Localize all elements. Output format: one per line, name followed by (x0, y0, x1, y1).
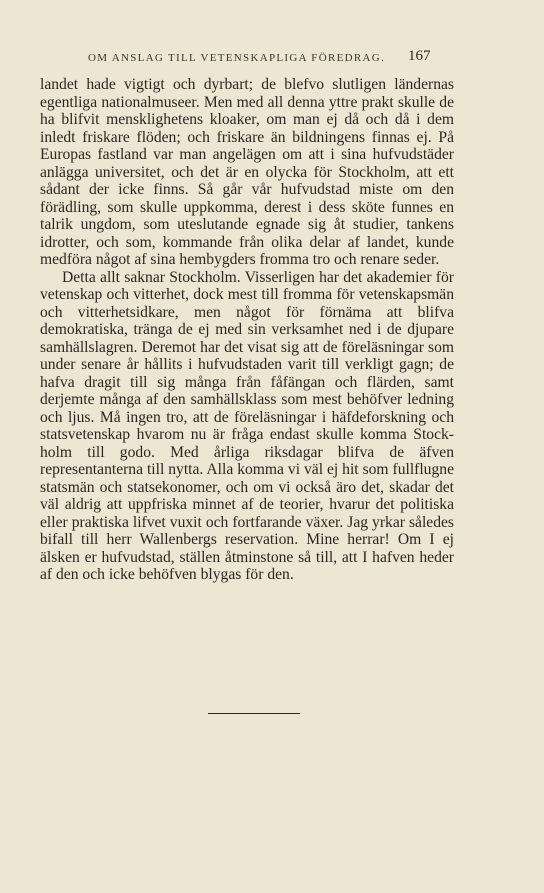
body-text (40, 76, 454, 584)
paragraph-2: Detta allt saknar Stockholm. Visserligen har det akademier för vetenskap och vitterhet, dock mest till fromma för vetenskapsmän och vitterhetsidkare, men något för förnäma att blifva demokratiska, tränga de ej med sin verksamhet ned i de djupare samhällslagren. Deremot har det visat sig att de föreläsningar som under senare år hållits i hufvudstaden varit till verkligt gagn; de hafva dragit till sig många från fåfängan och flärden, samt derjemte många af den samhällsklass som mest behöfver ledning och ljus. Må ingen tro, att de föreläsningar i häfdeforskning och statsvetenskap hvarom nu är fråga endast skulle komma Stockholm till godo. Med årliga riksdagar blifva de äfven representanterna till nytta. Alla komma vi väl ej hit som fullflugne statsmän och statsekonomer, och om vi också äro det, skadar det väl aldrig att uppfriska minnet af de teorier, hvarur det politiska eller praktiska lifvet vuxit och fortfarande växer. Jag yrkar således bifall till herr Wallenbergs reservation. Mine herrar! Om I ej älsken er hufvudstad, ställen åtminstone så till, att I hafven heder af den och icke behöfven blygas för den. (40, 268, 454, 583)
paragraph-1: landet hade vigtigt och dyrbart; de blefvo slutligen ländernas egentliga nationalmuseer. Men med all denna yttre prakt skulle de ha blifvit mensklighetens kloaker, om man ej då och då i dem inledt friskare flöden; och friskare än bildningens finnas ej. På Europas fastland var man angelägen om att i sina hufvudstäder anlägga universitet, och det är en olycka för Stockholm, att ett sådant der icke finns. Så går vår hufvudstad miste om den förädling, som skulle uppkomma, derest i dess sköte funnes en talrik ungdom, som uteslutande egnade sig åt studier, tankens idrotter, och som, kommande från olika delar af landet, kunde medföra något af sina hembygders fromma tro och renare seder. (40, 76, 454, 268)
page-number: 167 (408, 48, 431, 64)
running-header: OM ANSLAG TILL VETENSKAPLIGA FÖREDRAG. (88, 52, 386, 64)
section-end-rule (208, 713, 300, 714)
